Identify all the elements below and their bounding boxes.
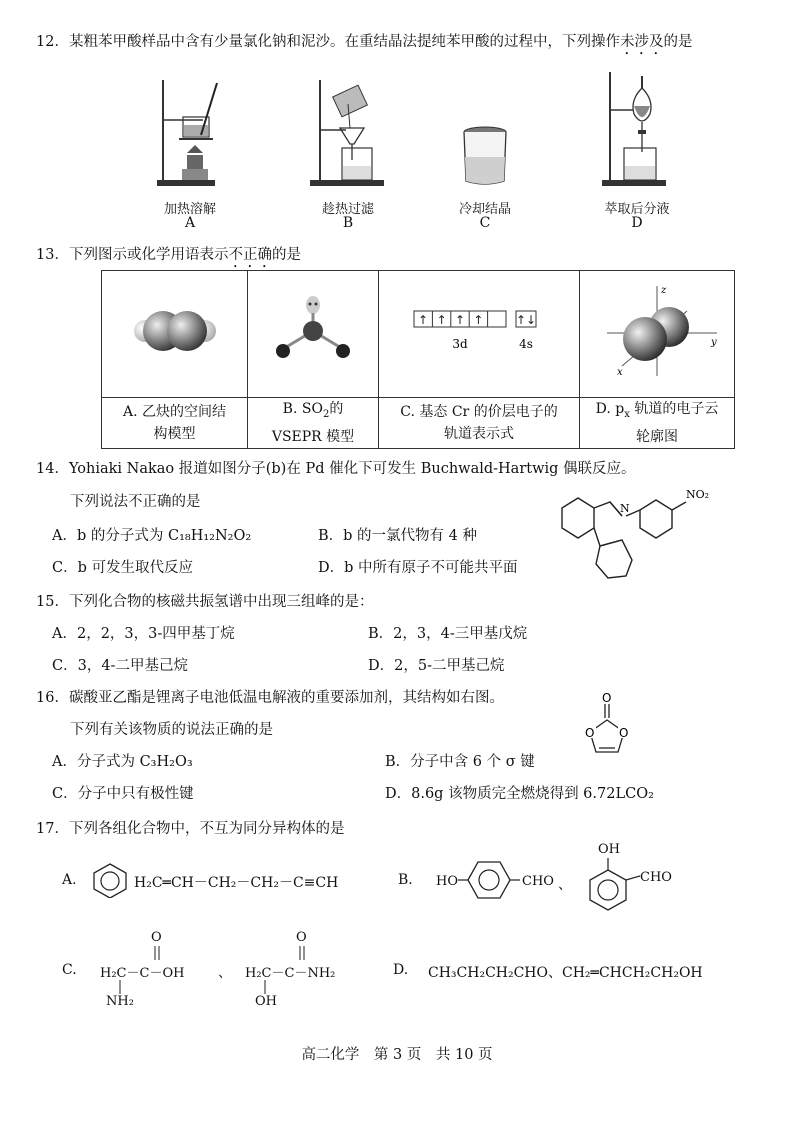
q13-stem-emphasis: 不正确 <box>228 247 272 263</box>
q17-stem: 17．下列各组化合物中，不互为同分异构体的是 <box>36 821 345 837</box>
q13-stem-end: 的是 <box>271 247 301 263</box>
q14-stem-line1: 14．Yohiaki Nakao 报道如图分子(b)在 Pd 催化下可发生 Buchwald-Hartwig 偶联反应。 <box>36 461 636 477</box>
q17-c1-chain: H₂C－C－OH <box>100 966 185 981</box>
q14-stem-line2: 下列说法不正确的是 <box>70 494 201 510</box>
nitrogen-atom-label: N <box>620 502 630 515</box>
q12-separatory-funnel <box>600 70 672 190</box>
q13-cell-a-figure <box>102 271 248 398</box>
q16-option-d: D．8.6g 该物质完全燃烧得到 6.72LCO₂ <box>385 786 654 802</box>
benzene-ring-b2 <box>580 858 650 912</box>
q17-c2-oxygen: O <box>296 930 307 945</box>
q12-stem-end: 的是 <box>663 34 693 50</box>
q13-cell-b-figure <box>248 271 379 398</box>
q17-option-a-letter: A. <box>62 872 77 888</box>
q12-filtration-apparatus <box>308 78 388 190</box>
q17-option-c-letter: C. <box>62 962 77 978</box>
q16-option-a: A．分子式为 C₃H₂O₃ <box>52 754 193 770</box>
q12-caption-a: 加热溶解 <box>163 202 216 217</box>
q12-crystallization-beaker <box>460 125 510 187</box>
q14-option-c: C．b 可发生取代反应 <box>52 560 193 576</box>
ring-oxygen-left-label: O <box>585 726 595 740</box>
q17-b1-aldehyde: CHO <box>522 874 554 889</box>
q13-stem-text: 13．下列图示或化学用语表示 <box>36 247 229 263</box>
q17-c2-single-bond <box>263 980 267 994</box>
svg-text:↑: ↑ <box>436 312 447 327</box>
q12-caption-d: 萃取后分液 <box>604 202 670 217</box>
q17-b2-hydroxyl: OH <box>598 842 620 857</box>
svg-text:↑↓: ↑↓ <box>515 312 537 327</box>
orbital-label-3d: 3d <box>452 336 468 351</box>
ring-oxygen-right-label: O <box>619 726 629 740</box>
q17-option-d-text: CH₃CH₂CH₂CHO、CH₂═CHCH₂CH₂OH <box>428 965 703 981</box>
q17-c1-double-bond <box>154 946 160 960</box>
q12-letter-d: D <box>631 215 643 231</box>
q12-letter-a: A <box>184 215 196 231</box>
q17-c1-oxygen: O <box>151 930 162 945</box>
px-orbital-cloud <box>587 281 727 381</box>
q12-letter-b: B <box>342 215 354 231</box>
q12-caption-b: 趁热过滤 <box>321 202 374 217</box>
q12-letter-c: C <box>479 215 491 231</box>
axis-label-z: z <box>661 284 667 296</box>
axis-label-x: x <box>617 366 623 378</box>
q13-cell-d-figure <box>580 271 735 398</box>
q13-option-c: C. 基态 Cr 的价层电子的 轨道表示式 <box>379 398 580 449</box>
q17-c1-single-bond <box>118 980 122 994</box>
q17-b1-hydroxyl: HO <box>436 874 458 889</box>
q13-stem <box>36 243 301 271</box>
svg-text:↑: ↑ <box>454 312 466 327</box>
q17-b-separator: 、 <box>558 877 572 893</box>
q17-b2-aldehyde: CHO <box>640 870 672 885</box>
q17-c1-amino: NH₂ <box>106 994 134 1009</box>
q13-cell-c-figure <box>379 271 580 398</box>
q14-molecule-structure <box>548 480 728 590</box>
q15-option-c: C．3，4-二甲基己烷 <box>52 658 188 674</box>
carbonyl-oxygen-label: O <box>602 691 612 705</box>
q16-stem-line2: 下列有关该物质的说法正确的是 <box>70 722 273 738</box>
q14-option-a: A．b 的分子式为 C₁₈H₁₂N₂O₂ <box>52 528 252 544</box>
q16-option-b: B．分子中含 6 个 σ 键 <box>385 754 535 770</box>
q14-option-d: D．b 中所有原子不可能共平面 <box>318 560 518 576</box>
benzene-ring-b1 <box>458 858 520 900</box>
axis-label-y: y <box>711 336 717 348</box>
q12-stem-emphasis: 未涉及 <box>619 34 664 50</box>
q12-heating-apparatus <box>155 75 225 190</box>
svg-text:↑: ↑ <box>473 312 484 327</box>
q17-option-b-letter: B. <box>398 872 413 888</box>
cr-orbital-diagram <box>404 306 554 356</box>
q13-table <box>101 270 735 449</box>
q17-c2-chain: H₂C－C－NH₂ <box>245 966 336 981</box>
q15-option-d: D．2，5-二甲基己烷 <box>368 658 505 674</box>
acetylene-model <box>125 301 225 361</box>
benzene-ring-a <box>90 862 130 898</box>
q17-c-separator: 、 <box>218 965 232 981</box>
q13-option-b: B. $SO_2$的 VSEPR 模型 <box>248 398 379 449</box>
q13-option-d: D. $p_x$ 轨道的电子云 轮廓图 <box>580 398 735 449</box>
q17-option-d-letter: D. <box>393 962 409 978</box>
q16-option-c: C．分子中只有极性键 <box>52 786 194 802</box>
orbital-label-4s: 4s <box>519 336 533 351</box>
q17-option-a-chain: H₂C═CH－CH₂－CH₂－C≡CH <box>134 875 339 891</box>
q15-option-a: A．2，2，3，3-四甲基丁烷 <box>52 626 235 642</box>
q17-c2-double-bond <box>299 946 305 960</box>
q12-caption-c: 冷却结晶 <box>458 202 511 217</box>
so2-vsepr-model <box>263 291 363 371</box>
q12-stem <box>36 30 692 58</box>
q16-stem-line1: 16．碳酸亚乙酯是锂离子电池低温电解液的重要添加剂，其结构如右图。 <box>36 690 504 706</box>
q15-option-b: B．2，3，4-三甲基戊烷 <box>368 626 528 642</box>
q15-stem: 15．下列化合物的核磁共振氢谱中出现三组峰的是： <box>36 594 374 610</box>
q17-c2-hydroxyl: OH <box>255 994 277 1009</box>
q16-vinylene-carbonate-structure <box>572 690 642 770</box>
nitro-group-label: NO₂ <box>686 488 710 501</box>
q14-option-b: B．b 的一氯代物有 4 种 <box>318 528 477 544</box>
svg-text:↑: ↑ <box>417 312 429 327</box>
q12-stem-text: 12．某粗苯甲酸样品中含有少量氯化钠和泥沙。在重结晶法提纯苯甲酸的过程中，下列操作 <box>36 34 620 50</box>
q13-option-a: A. 乙炔的空间结 构模型 <box>102 398 248 449</box>
page-footer: 高二化学 第 3 页 共 10 页 <box>301 1047 493 1063</box>
